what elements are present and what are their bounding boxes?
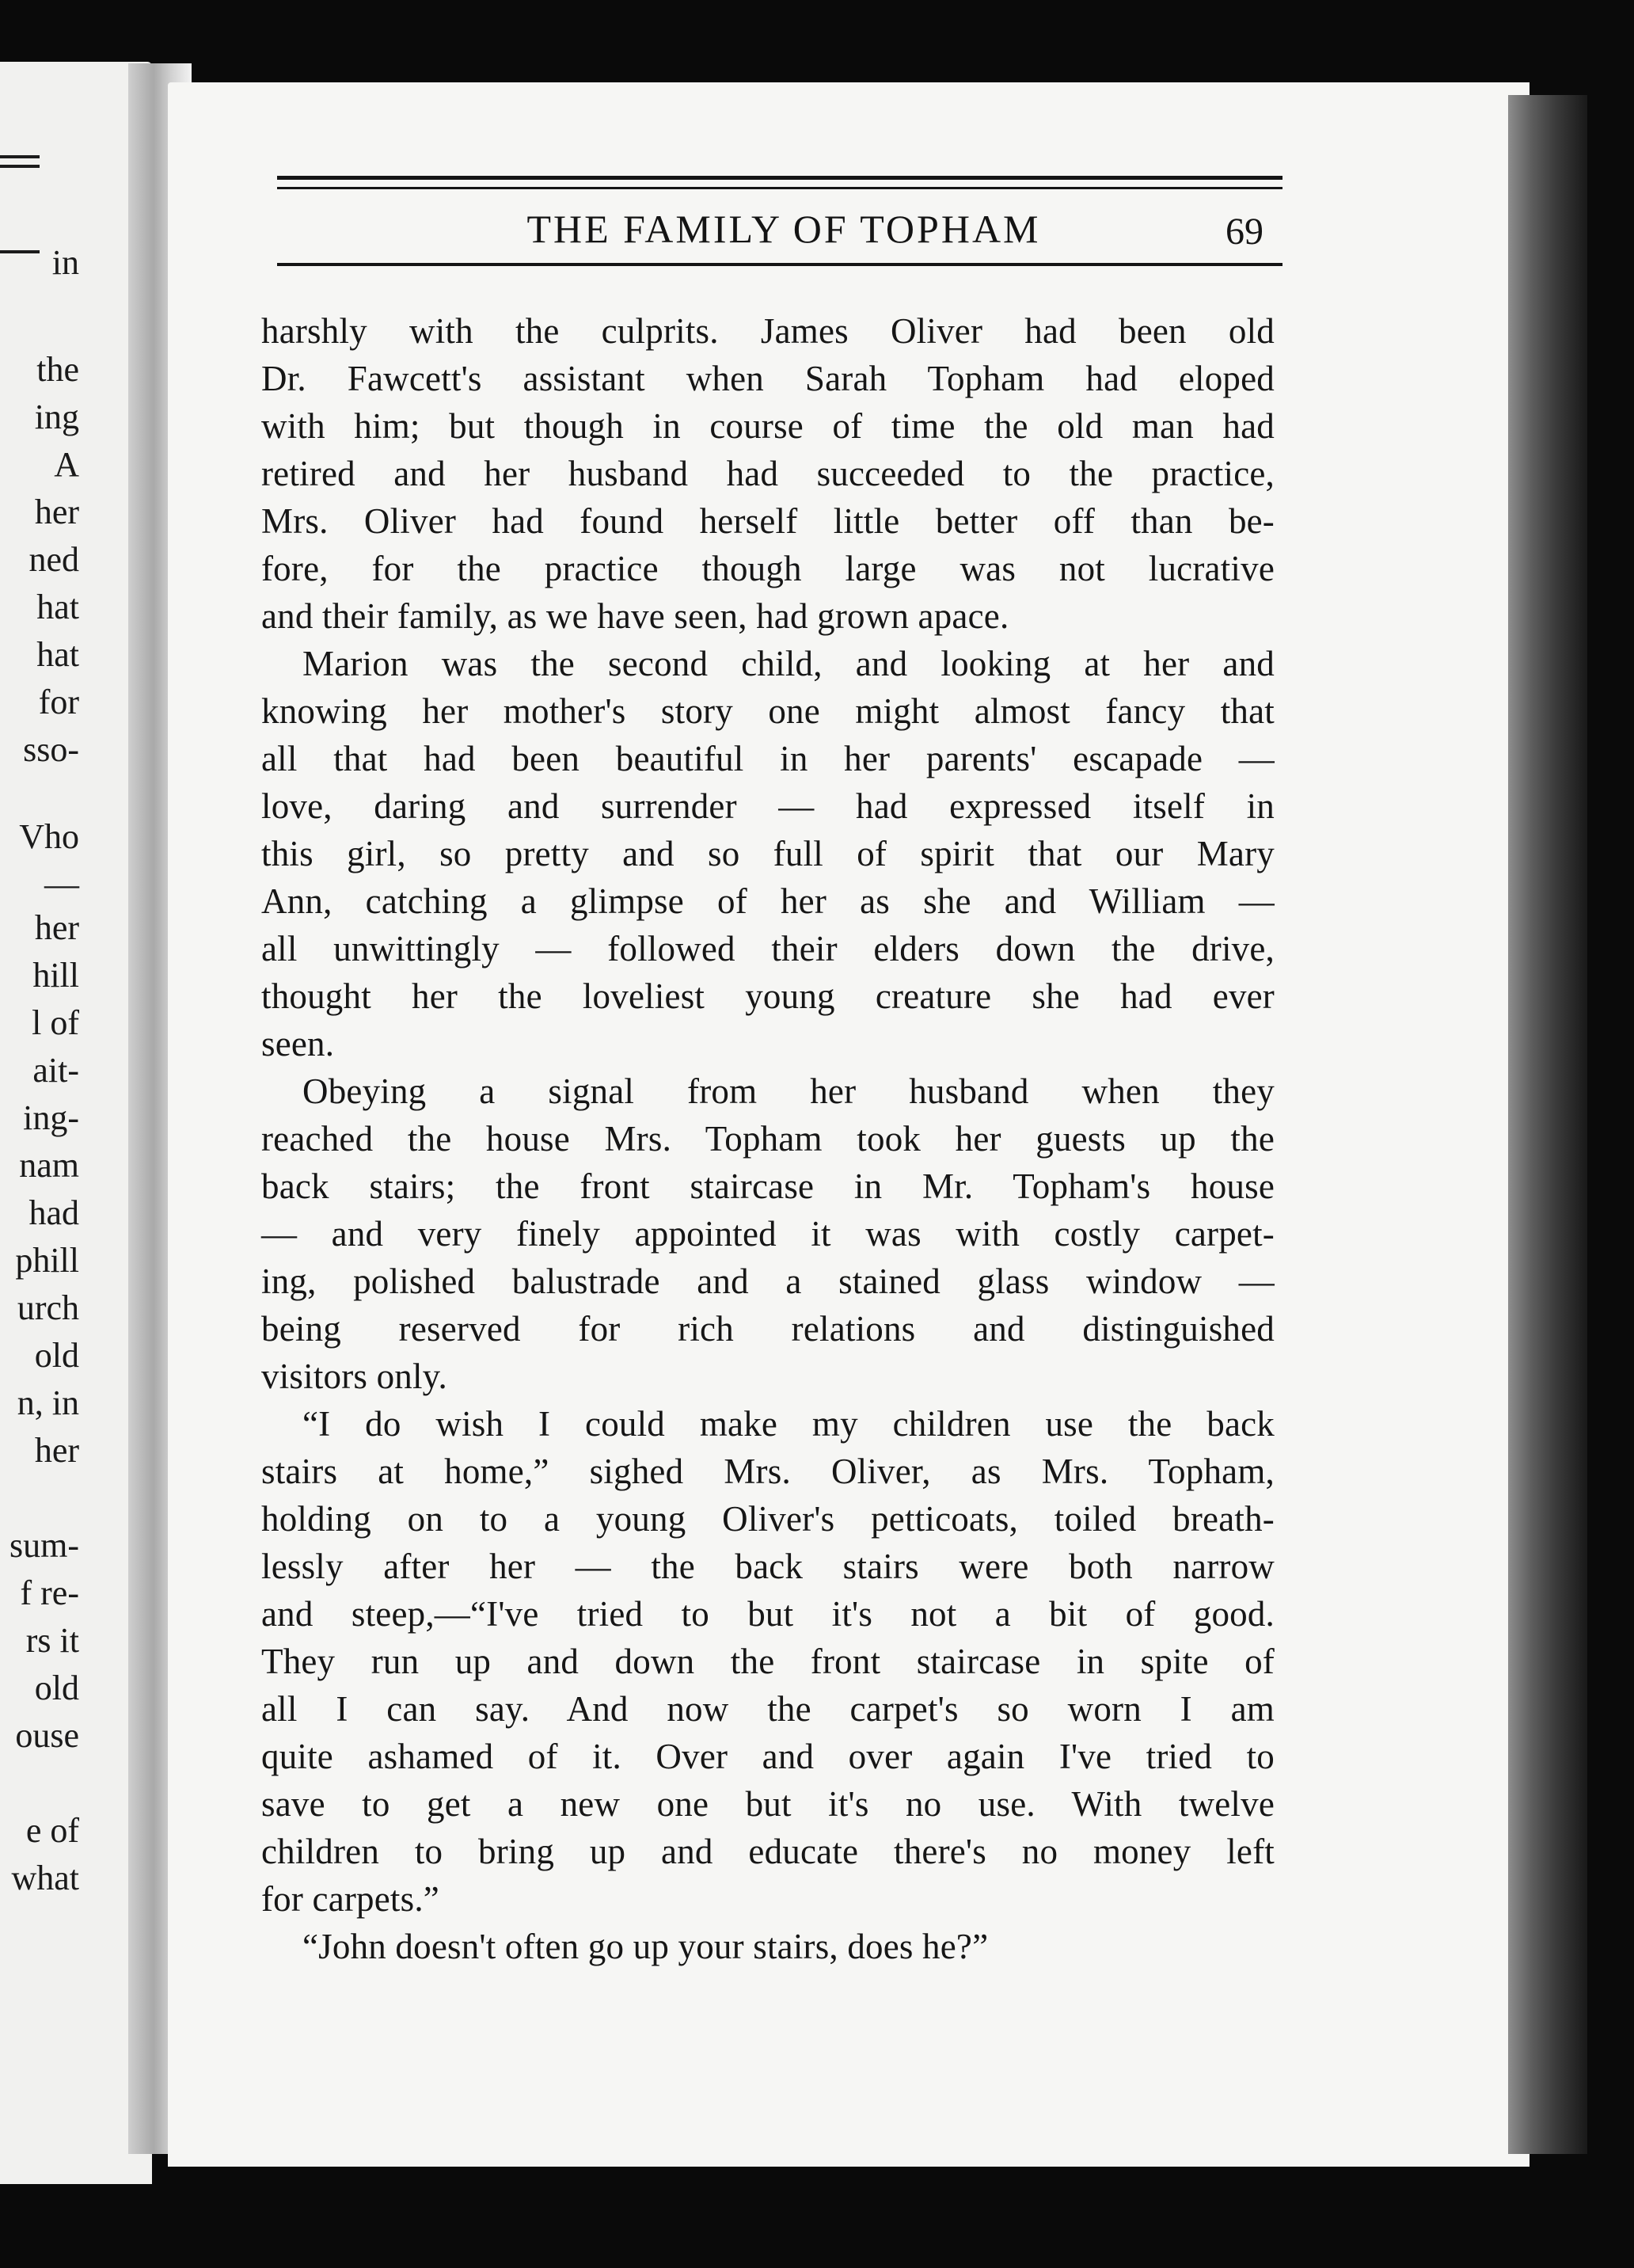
header-rule-top <box>277 176 1282 180</box>
text-line: “John doesn't often go up your stairs, does he?” <box>302 1927 989 1966</box>
left-page-fragment: in <box>51 243 79 282</box>
left-page-fragment: nam <box>19 1146 79 1185</box>
text-line: for carpets.” <box>261 1879 439 1919</box>
text-line: holding on to a young Oliver's petticoats, toiled breath- <box>261 1499 1275 1539</box>
text-line: Ann, catching a glimpse of her as she and William — <box>261 881 1275 921</box>
running-title: THE FAMILY OF TOPHAM <box>526 207 1041 251</box>
left-page-fragment: her <box>34 493 79 531</box>
left-page-fragment: A <box>54 445 79 484</box>
text-line: ing, polished balustrade and a stained glass window — <box>261 1261 1275 1301</box>
header-rule-bottom <box>277 263 1282 266</box>
page-number: 69 <box>1226 211 1264 253</box>
left-page-fragment: hill <box>32 956 79 995</box>
left-page-fragment: urch <box>17 1288 79 1327</box>
text-line: back stairs; the front staircase in Mr. Topham's house <box>261 1166 1275 1206</box>
text-line: stairs at home,” sighed Mrs. Oliver, as Mrs. Topham, <box>261 1452 1275 1491</box>
text-line: all I can say. And now the carpet's so worn I am <box>261 1689 1275 1729</box>
left-page-fragment: l of <box>32 1003 79 1042</box>
text-line: fore, for the practice though large was not lucrative <box>261 549 1275 588</box>
left-page-fragment: old <box>34 1669 79 1707</box>
text-line: this girl, so pretty and so full of spirit that our Mary <box>261 834 1275 873</box>
left-page-fragment: Vho <box>19 817 79 856</box>
text-line: save to get a new one but it's no use. With twelve <box>261 1784 1275 1824</box>
text-line: knowing her mother's story one might almost fancy that <box>261 691 1275 731</box>
left-page-fragment: e of <box>25 1811 79 1850</box>
text-line: harshly with the culprits. James Oliver had been old <box>261 311 1275 351</box>
left-page-fragment: ing- <box>23 1098 79 1137</box>
left-page-fragment: her <box>34 908 79 947</box>
left-page-fragment: hat <box>36 635 79 674</box>
text-line: — and very finely appointed it was with costly carpet- <box>261 1214 1275 1254</box>
text-line: love, daring and surrender — had expressed itself in <box>261 786 1275 826</box>
text-line: visitors only. <box>261 1357 447 1396</box>
text-line: Obeying a signal from her husband when they <box>302 1071 1275 1111</box>
text-line: thought her the loveliest young creature she had ever <box>261 976 1275 1016</box>
left-page-fragment: ouse <box>15 1716 79 1755</box>
text-line: retired and her husband had succeeded to the practice, <box>261 454 1275 493</box>
text-line: They run up and down the front staircase in spite of <box>261 1642 1275 1681</box>
left-page-fragment: ait- <box>32 1051 79 1090</box>
left-page-fragment: for <box>38 683 79 721</box>
left-page-fragment: phill <box>15 1241 79 1280</box>
text-line: quite ashamed of it. Over and over again I've tried to <box>261 1737 1275 1776</box>
left-page-text-fragments <box>0 62 79 2184</box>
left-page-fragment: the <box>36 350 79 389</box>
text-line: children to bring up and educate there's no money left <box>261 1832 1275 1871</box>
text-line: reached the house Mrs. Topham took her guests up the <box>261 1119 1275 1159</box>
left-page-fragment: hat <box>36 588 79 626</box>
left-page-fragment: ing <box>34 398 79 436</box>
left-page-fragment: rs it <box>25 1621 79 1660</box>
left-page-fragment: sum- <box>10 1526 79 1565</box>
text-line: lessly after her — the back stairs were both narrow <box>261 1547 1275 1586</box>
text-line: being reserved for rich relations and distinguished <box>261 1309 1275 1349</box>
left-page-fragment: had <box>28 1193 79 1232</box>
text-line: seen. <box>261 1024 335 1064</box>
text-line: Mrs. Oliver had found herself little better off than be- <box>261 501 1275 541</box>
page-edge-shadow <box>1508 95 1587 2154</box>
left-page-fragment: n, in <box>17 1383 79 1422</box>
text-line: Marion was the second child, and looking at her and <box>302 644 1275 683</box>
text-line: and steep,—“I've tried to but it's not a bit of good. <box>261 1594 1275 1634</box>
left-page-fragment: what <box>11 1859 79 1897</box>
text-line: with him; but though in course of time the old man had <box>261 406 1275 446</box>
left-page-fragment: old <box>34 1336 79 1375</box>
body-text <box>261 307 1275 1970</box>
header-rule-top-thin <box>277 187 1282 189</box>
left-page-fragment: — <box>44 865 79 904</box>
text-line: all that had been beautiful in her parents' escapade — <box>261 739 1275 778</box>
left-page-fragment: sso- <box>23 730 79 769</box>
text-line: all unwittingly — followed their elders down the drive, <box>261 929 1275 968</box>
text-line: “I do wish I could make my children use the back <box>302 1404 1275 1444</box>
text-line: and their family, as we have seen, had grown apace. <box>261 596 1009 636</box>
left-page-fragment: ned <box>28 540 79 579</box>
left-page-fragment: f re- <box>20 1574 79 1612</box>
left-page-fragment: her <box>34 1431 79 1470</box>
text-line: Dr. Fawcett's assistant when Sarah Topham had eloped <box>261 359 1275 398</box>
